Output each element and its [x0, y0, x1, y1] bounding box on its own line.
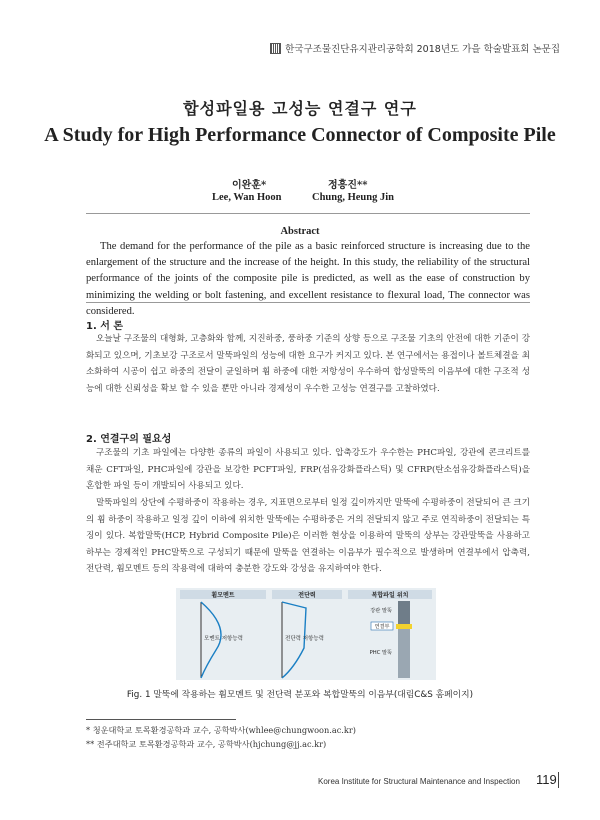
title-english: A Study for High Performance Connector of Composite Pile: [44, 124, 556, 146]
abstract-body: The demand for the performance of the pile as a basic reinforced structure is increasing due to the enlargement of the structure and the increase of the height. In this study, the reliability of the structural performance of the joints of the composite pile is predicted, as well as the ease of construction by minimizing the welding or bolt fastening, and excellent resistance to flexural load, The connector was considered.: [86, 241, 530, 317]
figure-caption: Fig. 1 말뚝에 작용하는 휨모멘트 및 전단력 분포와 복합말뚝의 이음부(대림C&S 홈페이지): [126, 690, 474, 700]
shear-resistance-label: 전단력 저항능력: [285, 636, 324, 642]
author-2-english: Chung, Heung Jin: [312, 192, 394, 203]
journal-logo-icon: [270, 43, 281, 54]
footnote-1: * 청운대학교 토목환경공학과 교수, 공학박사(whlee@chungwoon.ac.kr): [86, 725, 356, 735]
abstract-divider: [86, 302, 530, 303]
author-1-korean: 이완훈*: [232, 180, 267, 191]
phc-pile-label: PHC 말뚝: [369, 650, 392, 656]
journal-name: 한국구조물진단유지관리공학회 2018년도 가을 학술발표회 논문집: [285, 44, 560, 55]
steel-pile: [398, 601, 410, 624]
steel-pile-label: 강관 말뚝: [370, 608, 392, 614]
page-number-bar: [558, 772, 559, 788]
connector-label: 연결부: [374, 624, 390, 630]
page-number: 119: [536, 772, 557, 787]
footer-journal: Korea Institute for Structural Maintenance and Inspection: [318, 777, 520, 786]
moment-resistance-label: 모멘트 저항능력: [204, 636, 243, 642]
section-1-heading: 1. 서 론: [86, 321, 124, 332]
connector: [396, 624, 412, 629]
figure-background: [176, 588, 436, 680]
title-divider: [86, 213, 530, 214]
journal-header: [270, 41, 560, 55]
shear-panel-title: 전단력: [298, 592, 316, 599]
composite-panel-title: 복합파일 위치: [371, 592, 409, 599]
footnote-divider: [86, 719, 236, 720]
section-2-heading: 2. 연결구의 필요성: [86, 434, 172, 445]
abstract-heading: Abstract: [280, 226, 320, 237]
section-2-paragraph-2: 말뚝파일의 상단에 수평하중이 작용하는 경우, 지표면으로부터 일정 깊이까지만 말뚝에 수평하중이 전달되어 큰 크기의 휨 하중이 작용하고 일정 깊이 이하에 위치한 말뚝에는 수평하중은 거의 전달되지 않고 주로 연직하중이 전달되는 특징이 있다. 복합말뚝(HCP, Hybrid Composite Pile)은 이러한 현상을 이용하여 말뚝의 상부는 강관말뚝을 사용하고 하부는 경제적인 PHC말뚝으로 구성되기 때문에 말뚝을 연결하는 이음부가 필수적으로 발생하며 연결부에서 압축력, 전단력, 휨모멘트 등의 작용력에 대하여 충분한 강도와 강성을 유지하여야 한다.: [86, 498, 530, 575]
author-1-english: Lee, Wan Hoon: [212, 192, 282, 203]
title-korean: 합성파일용 고성능 연결구 연구: [183, 99, 417, 118]
section-1-paragraph: 오늘날 구조물의 대형화, 고층화와 함께, 지진하중, 풍하중 기준의 상향 등으로 구조물 기초의 안전에 대한 기준이 강화되고 있으며, 기초보강 구조로서 말뚝파일의 성능에 대한 요구가 커지고 있다. 본 연구에서는 용접이나 볼트체결을 최소화하여 시공이 쉽고 하중의 전달이 균일하며 휨 하중에 대한 저항성이 우수하여 합성말뚝의 이음부에 대한 구조적 성능에 대한 신뢰성을 확보 할 수 있을 뿐만 아니라 경제성이 우수한 고성능 연결구를 고찰하였다.: [86, 334, 530, 394]
figure-1: [176, 588, 436, 680]
moment-panel-title: 휨모멘트: [211, 592, 235, 599]
footnote-2: ** 전주대학교 토목환경공학과 교수, 공학박사(hjchung@jj.ac.kr): [86, 739, 327, 749]
author-2-korean: 정흥진**: [328, 180, 368, 191]
section-2-paragraph-1: 구조물의 기초 파일에는 다양한 종류의 파일이 사용되고 있다. 압축강도가 우수한는 PHC파일, 강관에 콘크리트를 채운 CFT파일, PHC파일에 강관을 보강한 PCFT파일, FRP(섬유강화플라스틱) 및 CFRP(탄소섬유강화플라스틱)을 혼합한 파일 등이 개발되어 사용되고 있다.: [86, 448, 530, 492]
